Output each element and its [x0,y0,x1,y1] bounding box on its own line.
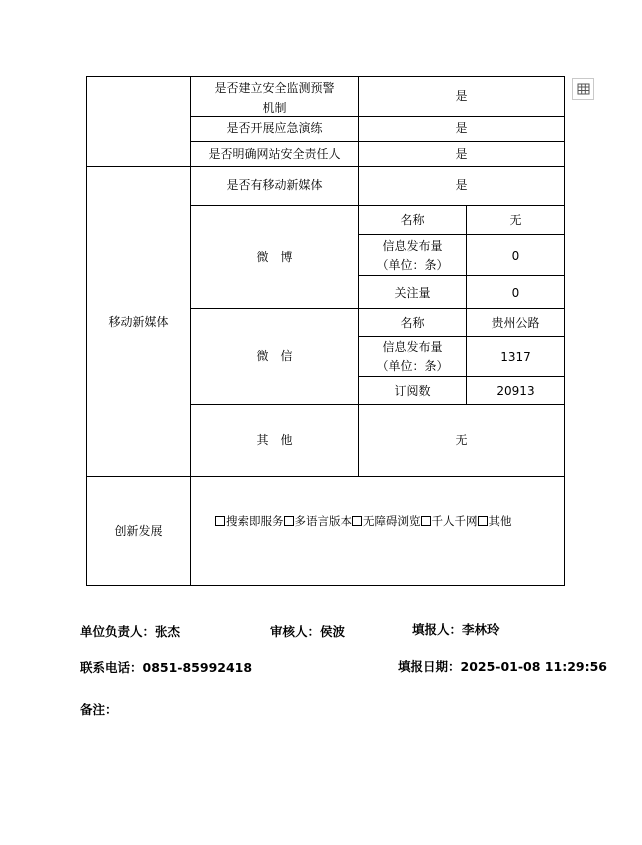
hline-top [86,76,565,77]
weibo-posts-label-2: （单位：条） [376,258,449,272]
weibo-follow-label: 关注量 [394,286,431,300]
checkbox-icon[interactable] [284,516,294,526]
reviewer: 审核人：侯波 [270,624,346,639]
innovation-options [215,511,512,531]
wechat-label: 微 信 [256,349,293,363]
checkbox-icon[interactable] [478,516,488,526]
unit-head: 单位负责人：张杰 [80,624,181,639]
col-divider-3 [466,205,467,405]
hline-bottom [86,585,565,586]
fill-date: 填报日期：2025-01-08 11:29:56 [398,659,607,674]
hline-7 [190,308,565,309]
mobile-section-label: 移动新媒体 [108,315,169,329]
hline-10 [190,404,565,405]
checkbox-icon[interactable] [352,516,362,526]
option-search-service[interactable]: 搜索即服务 [215,511,284,531]
remark: 备注： [80,702,118,717]
option-multilang[interactable]: 多语言版本 [284,511,353,531]
weibo-label: 微 博 [256,250,293,264]
weibo-name-label: 名称 [400,213,425,227]
checkbox-icon[interactable] [421,516,431,526]
option-other[interactable]: 其他 [478,511,512,531]
other-value: 无 [455,433,468,447]
safety-monitor-label-line1: 是否建立安全监测预警 机制 [214,81,335,115]
option-accessibility[interactable]: 无障碍浏览 [352,511,421,531]
wechat-subs-label: 订阅数 [394,384,431,398]
drill-value: 是 [455,121,468,135]
hline-5 [358,234,565,235]
wechat-posts-label-1: 信息发布量 [382,340,443,354]
weibo-posts-value: 0 [511,249,520,263]
safety-monitor-value: 是 [455,89,468,103]
wechat-name-label: 名称 [400,316,425,330]
wechat-posts-value: 1317 [500,350,531,364]
hline-11 [86,476,565,477]
filler: 填报人：李林玲 [412,622,500,637]
wechat-name-value: 贵州公路 [491,316,540,330]
responsible-label: 是否明确网站安全责任人 [208,147,341,161]
phone: 联系电话：0851-85992418 [80,660,253,675]
table-grid-icon[interactable] [572,78,594,100]
checkbox-icon[interactable] [215,516,225,526]
has-mobile-label: 是否有移动新媒体 [226,178,323,192]
responsible-value: 是 [455,147,468,161]
innovation-label: 创新发展 [114,524,163,538]
hline-6 [358,275,565,276]
weibo-posts-label-1: 信息发布量 [382,239,443,253]
has-mobile-value: 是 [455,178,468,192]
hline-9 [358,376,565,377]
option-personalized[interactable]: 千人千网 [421,511,478,531]
weibo-name-value: 无 [509,213,522,227]
drill-label: 是否开展应急演练 [226,121,323,135]
hline-4 [190,205,565,206]
hline-3 [86,166,565,167]
table-border-right [564,76,565,586]
wechat-posts-label-2: （单位：条） [376,359,449,373]
weibo-follow-value: 0 [511,286,520,300]
other-label: 其 他 [256,433,293,447]
hline-2 [190,141,565,142]
wechat-subs-value: 20913 [496,384,535,398]
